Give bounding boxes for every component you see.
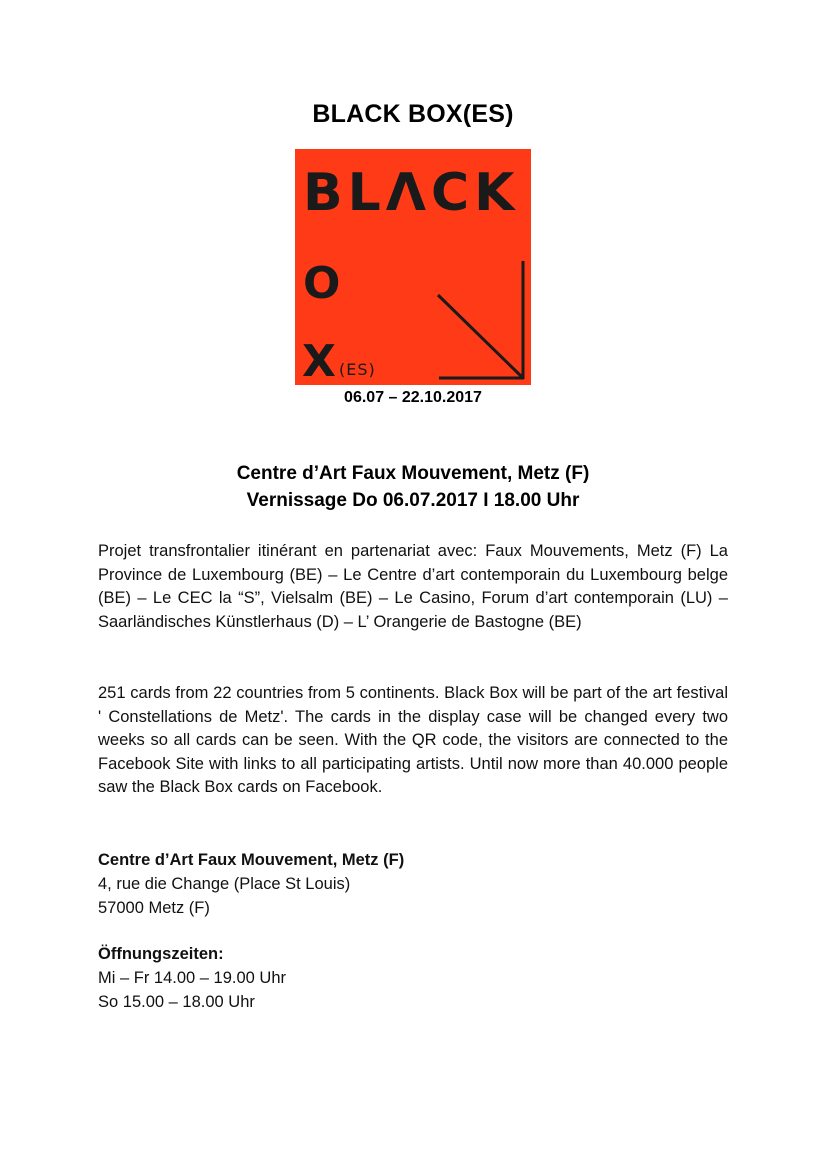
address-name: Centre d’Art Faux Mouvement, Metz (F) <box>98 851 405 869</box>
address-street: 4, rue die Change (Place St Louis) <box>98 875 351 893</box>
vernissage-heading: Vernissage Do 06.07.2017 I 18.00 Uhr <box>246 490 580 511</box>
diagonal-arrow-icon <box>295 149 531 385</box>
logo-word-black: BLΛCK <box>303 163 520 223</box>
logo-letter-o: O <box>303 258 341 309</box>
description-paragraph: 251 cards from 22 countries from 5 continents. Black Box will be part of the art festival ' Constellations de Metz'. The cards in the display case will be changed every two weeks so all cards can be seen. With the QR code, the visitors are connected to the Facebook Site with links to all participating artists. Until now more than 40.000 people saw the Black Box cards on Facebook. <box>98 684 728 797</box>
opening-hours-sunday: So 15.00 – 18.00 Uhr <box>98 993 255 1011</box>
page-title: BLACK BOX(ES) <box>312 100 514 128</box>
opening-hours-block <box>98 942 728 1014</box>
exhibition-dates: 06.07 – 22.10.2017 <box>344 389 482 406</box>
address-city: 57000 Metz (F) <box>98 899 210 917</box>
opening-hours-heading: Öffnungszeiten: <box>98 945 224 963</box>
black-box-logo <box>295 149 531 385</box>
address-block <box>98 848 728 920</box>
venue-name-heading: Centre d’Art Faux Mouvement, Metz (F) <box>236 463 590 484</box>
partners-paragraph: Projet transfrontalier itinérant en partenariat avec: Faux Mouvements, Metz (F) La Province de Luxembourg (BE) – Le Centre d’art contemporain du Luxembourg belge (BE) – Le CEC la “S”, Vielsalm (BE) – Le Casino, Forum d’art contemporain (LU) – Saarländisches Künstlerhaus (D) – L’ Orangerie de Bastogne (BE) <box>98 542 728 631</box>
logo-suffix: (ES) <box>339 360 376 379</box>
opening-hours-weekdays: Mi – Fr 14.00 – 19.00 Uhr <box>98 969 287 987</box>
venue-heading <box>0 460 826 514</box>
logo-letter-x: X <box>302 336 336 387</box>
